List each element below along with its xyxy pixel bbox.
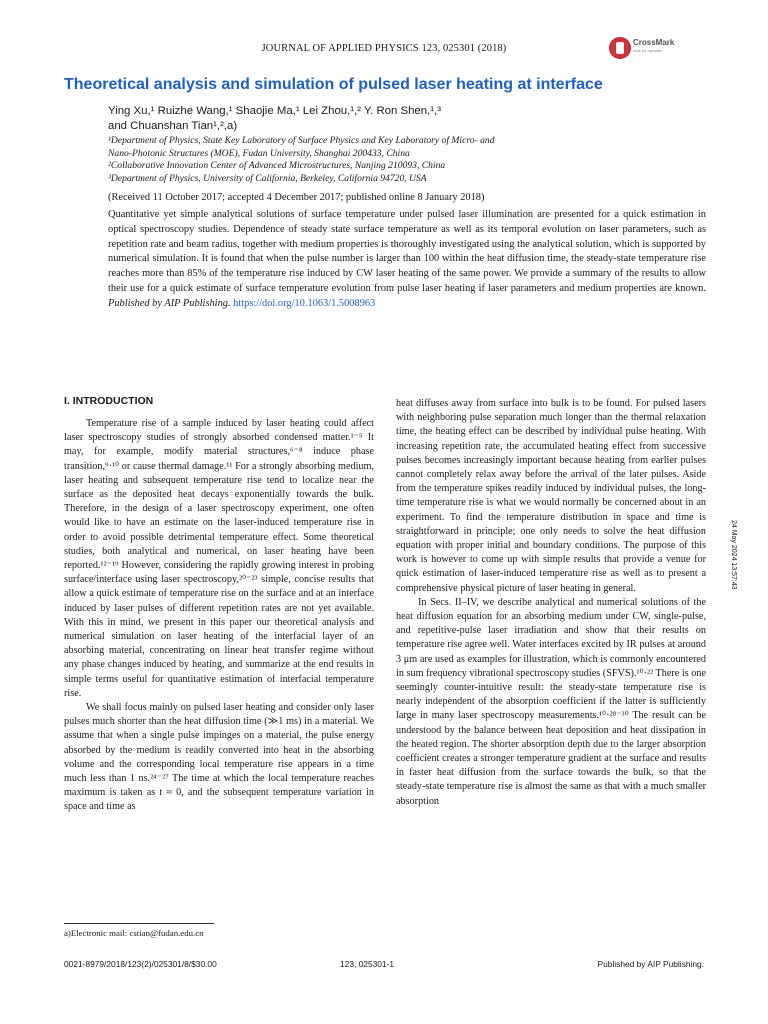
- left-column: [64, 417, 374, 815]
- affiliation-1b: Nano-Photonic Structures (MOE), Fudan University, Shanghai 200433, China: [108, 147, 410, 159]
- affiliation-1a: ¹Department of Physics, State Key Laboratory of Surface Physics and Key Laboratory of Micro- and: [108, 135, 495, 146]
- paragraph: Temperature rise of a sample induced by laser heating could affect laser spectroscopy studies of strongly absorbed condensed matter.¹⁻⁵ It may, for example, modify material structures,⁶⁻⁸ induce phase transition,⁹·¹⁰ or cause thermal damage.¹¹ For a strongly absorbing medium, laser heating and subsequent temperature rise tend to localize near the surface as the deposited heat decays exponentially towards the bulk. Therefore, in the design of a laser spectroscopy experiment, one often would like to have an estimate on the laser-induced temperature rise in order to avoid possible detrimental temperature effect. Some theoretical studies, both analytical and numerical, on laser heating have been reported.¹²⁻¹⁹ However, considering the rapidly growing interest in probing surface/interface using laser spectroscopy,²⁰⁻²³ simple, concise results that allow a quick estimate of temperature rise on the surface and at an interface induced by laser pulses of different repetition rates are not yet available. With this in mind, we present in this paper our theoretical analysis and numerical simulation on laser heating of the interfacial layer of an absorbing material, concentrating on linear heat transfer regime without any phase changes induced by heating, and summarize at the end results in simple terms useful for quantitative estimation of interfacial temperature rise.: [64, 418, 374, 699]
- author-line-1: Ying Xu,¹ Ruizhe Wang,¹ Shaojie Ma,¹ Lei Zhou,¹,² Y. Ron Shen,¹,³: [108, 105, 442, 117]
- paper-title: Theoretical analysis and simulation of pulsed laser heating at interface: [64, 76, 603, 93]
- page-number: 123, 025301-1: [340, 959, 395, 969]
- paragraph: We shall focus mainly on pulsed laser heating and consider only laser pulses much shorter than the heat diffusion time (≫1 ms) in a material. We assume that when a single pulse impinges on a material, the pulse energy absorbed by the medium is readily converted into heat in the absorbing volume and the corresponding local temperature rise appears in a time much less than 1 ns.²⁴⁻²⁷ The time at which the local temperature reaches maximum is taken as t ≈ 0, and the subsequent temperature variation in space and time as: [64, 702, 374, 813]
- right-column: [396, 397, 706, 809]
- affiliation-2: ²Collaborative Innovation Center of Advanced Microstructures, Nanjing 210093, China: [108, 160, 446, 171]
- footer-code: 0021-8979/2018/123(2)/025301/8/$30.00: [64, 959, 217, 969]
- abstract: [108, 208, 706, 312]
- paragraph: heat diffuses away from surface into bulk is to be found. For pulsed lasers with neighboring pulse separation much longer than the thermal relaxation time, the heating effect can be described by individual pulse heating. With increasing repetition rate, the accumulated heating effect from successive pulses becomes increasingly important because heating from earlier pulses cannot completely relax away before the arrival of the later pulses. Aside from the temperature spikes readily induced by individual pulses, the long-time temperature rise is what we would normally be concerned about in an experiment. To find the temperature distribution in space and time is straightforward in principle; one only needs to solve the heat diffusion equation with proper initial and boundary conditions. The purpose of this work is however to come up with simple results that provide a venue for quick estimation of laser-induced temperature rise as well as to present a comprehensive physical picture of laser heating in general.: [396, 398, 706, 594]
- affiliation-3: ³Department of Physics, University of California, Berkeley, California 94720, USA: [108, 172, 427, 184]
- abstract-text: Quantitative yet simple analytical solutions of surface temperature under pulsed laser illumination are presented for a quick estimation in optical spectroscopy studies. Dependence of steady state surface temperature as well as its temporal evolution on laser parameters, such as repetition rate and beam radius, together with medium properties is thoroughly investigated using the analytical solution, which is supported by numerical simulation. It is found that when the pulse number is larger than 100 within the heat diffusion time, the steady-state temperature rise reaches more than 85% of the temperature rise induced by CW laser heating of the same power. We provide a summary of the results to allow their use for a quick estimate of surface temperature evolution from pulse laser heating if laser parameters and medium properties are known.: [108, 209, 706, 294]
- crossmark-label: CrossMark: [633, 38, 675, 47]
- download-timestamp: 24 May 2024 13:57:43: [730, 520, 737, 590]
- footnote: a)Electronic mail: cstian@fudan.edu.cn: [64, 928, 204, 938]
- abstract-publisher: Published by AIP Publishing.: [108, 297, 231, 309]
- crossmark-icon: [609, 37, 631, 59]
- author-list: [108, 104, 528, 133]
- footnote-divider: [64, 923, 214, 924]
- paragraph: In Secs. II–IV, we describe analytical and numerical solutions of the heat diffusion equation for an absorbing medium under CW, single-pulse, and repetitive-pulse laser irradiation and show that their results on temperature rise agree well. Water interfaces excited by IR pulses at around 3 μm are used as examples for illustration, which is commonly encountered in sum frequency vibrational spectroscopy studies (SFVS).¹⁰·²² There is one seemingly counter-intuitive result: the steady-state temperature rise is nearly independent of the absorption coefficient if the latter is sufficiently large in many laser spectroscopy measurements.¹⁰·²⁸⁻³⁰ The result can be understood by the balance between heat deposition and heat dissipation in the heated region. The shorter absorption depth due to the larger absorption coefficient creates a stronger temperature gradient at the surface and results in faster heat diffusion from the surface towards the bulk, so that the steady-state temperature rise is almost the same as that with a much smaller absorption: [396, 596, 706, 807]
- section-heading: I. INTRODUCTION: [64, 395, 154, 407]
- crossmark-sublabel: click for updates: [633, 48, 662, 53]
- doi-link[interactable]: https://doi.org/10.1063/1.5008963: [233, 297, 376, 309]
- crossmark-badge[interactable]: [609, 37, 679, 59]
- author-line-2: and Chuanshan Tian¹,²,a): [108, 119, 238, 132]
- received-dates: (Received 11 October 2017; accepted 4 December 2017; published online 8 January 2018): [108, 192, 485, 203]
- journal-header: JOURNAL OF APPLIED PHYSICS 123, 025301 (2018): [261, 43, 507, 54]
- footer-publisher: Published by AIP Publishing.: [597, 959, 704, 969]
